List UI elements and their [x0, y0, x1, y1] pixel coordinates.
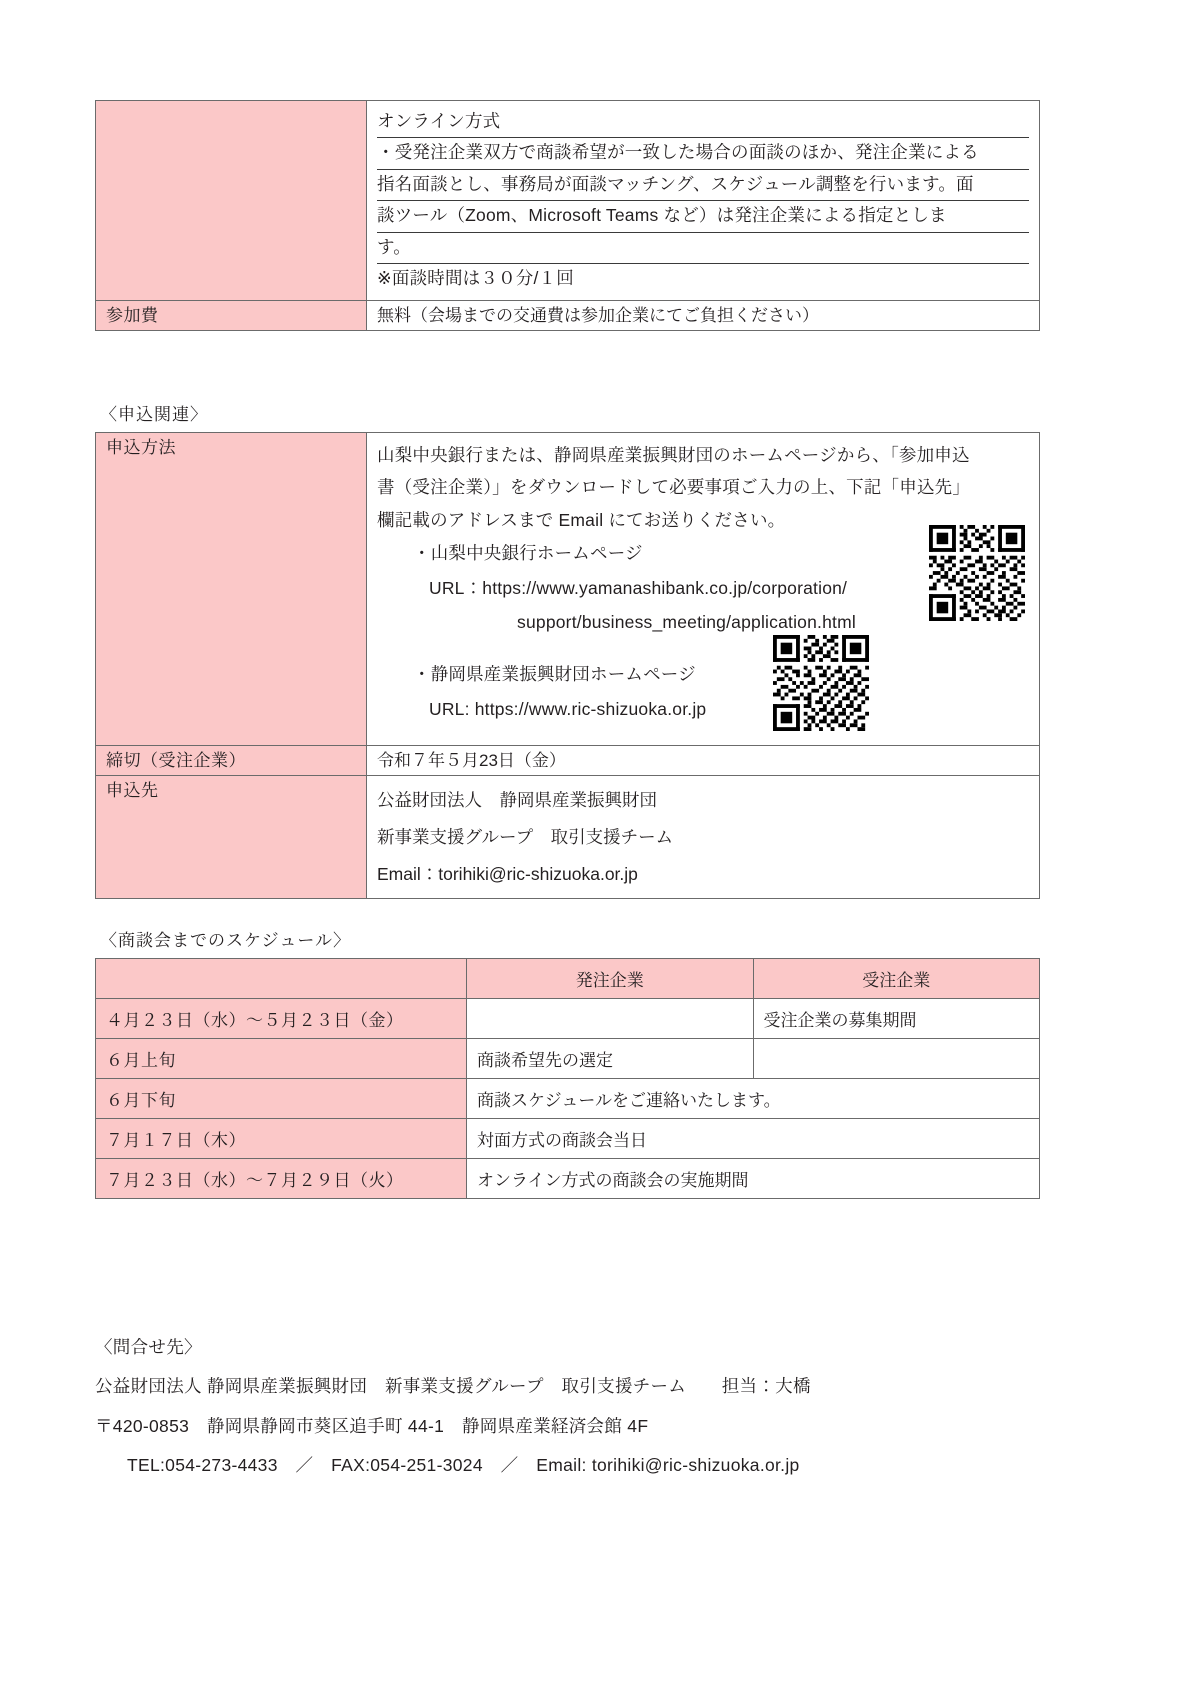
- footer-organization: 公益財団法人 静岡県産業振興財団 新事業支援グループ 取引支援チーム 担当：大橋: [95, 1376, 811, 1397]
- schedule-header-row: [96, 959, 1040, 999]
- deadline-value-cell: 令和７年５月23日（金）: [367, 746, 1040, 776]
- application-table-container: [95, 432, 1040, 899]
- conditions-table-container: [95, 100, 1040, 331]
- schedule-ordering-0: [467, 999, 754, 1039]
- footer-contact: TEL:054-273-4433 ／ FAX:054-251-3024 ／ Email: torihiki@ric-shizuoka.or.jp: [127, 1455, 800, 1476]
- table-row: [96, 1159, 1040, 1199]
- online-method-heading: オンライン方式: [377, 107, 1029, 138]
- qr-code-ric-shizuoka-icon: [773, 635, 869, 731]
- online-method-value-cell: [367, 101, 1040, 301]
- destination-value-cell: [367, 776, 1040, 899]
- table-row-fee: [96, 301, 1040, 331]
- schedule-receiving-0: 受注企業の募集期間: [753, 999, 1040, 1039]
- online-method-note: ※面談時間は３０分/１回: [377, 267, 574, 288]
- schedule-receiving-1: [753, 1039, 1040, 1079]
- schedule-header-ordering: 発注企業: [467, 959, 754, 999]
- destination-lines: [377, 782, 1029, 892]
- online-method-label-cell: [96, 101, 367, 301]
- schedule-date-0: ４月２３日（水）〜５月２３日（金）: [96, 999, 467, 1039]
- apply-section-caption: 〈申込関連〉: [100, 405, 208, 424]
- ric-homepage-bullet: ・静岡県産業振興財団ホームページ: [413, 664, 696, 685]
- schedule-header-receiving: 受注企業: [753, 959, 1040, 999]
- schedule-ordering-3: 対面方式の商談会当日: [467, 1119, 1040, 1159]
- table-row-online-method: [96, 101, 1040, 301]
- table-row: [96, 999, 1040, 1039]
- schedule-table: [95, 958, 1040, 1199]
- online-method-line-1: ・受発注企業双方で商談希望が一致した場合の面談のほか、発注企業による: [377, 138, 1029, 169]
- online-method-line-3: 談ツール（Zoom、Microsoft Teams など）は発注企業による指定としま: [377, 201, 1029, 232]
- table-row-destination: [96, 776, 1040, 899]
- apply-paragraph-line-2: 書（受注企業）」をダウンロードして必要事項ご入力の上、下記「申込先」: [377, 477, 971, 498]
- schedule-table-container: [95, 958, 1040, 1199]
- schedule-ordering-2: 商談スケジュールをご連絡いたします。: [467, 1079, 1040, 1119]
- schedule-ordering-1: 商談希望先の選定: [467, 1039, 754, 1079]
- online-method-line-4: す。: [377, 233, 1029, 264]
- ric-url-line: URL: https://www.ric-shizuoka.or.jp: [429, 699, 707, 720]
- footer-caption: 〈問合せ先〉: [95, 1337, 202, 1357]
- bank-homepage-bullet: ・山梨中央銀行ホームページ: [413, 543, 643, 564]
- footer-contact-block: [95, 1328, 1105, 1486]
- online-method-line-2: 指名面談とし、事務局が面談マッチング、スケジュール調整を行います。面: [377, 170, 1029, 201]
- fee-label-cell: 参加費: [96, 301, 367, 331]
- table-row: [96, 1119, 1040, 1159]
- apply-method-label-cell: 申込方法: [96, 433, 367, 746]
- destination-line-2: 新事業支援グループ 取引支援チーム: [377, 826, 674, 847]
- qr-code-yamanashi-bank-icon: [929, 525, 1025, 621]
- schedule-ordering-4: オンライン方式の商談会の実施期間: [467, 1159, 1040, 1199]
- table-row: [96, 1039, 1040, 1079]
- destination-email: Email：torihiki@ric-shizuoka.or.jp: [377, 863, 638, 884]
- table-row-apply-method: [96, 433, 1040, 746]
- destination-line-1: 公益財団法人 静岡県産業振興財団: [377, 790, 657, 810]
- online-method-text: [377, 107, 1029, 294]
- apply-paragraph-line-3: 欄記載のアドレスまで Email にてお送りください。: [377, 509, 786, 530]
- schedule-date-1: ６月上旬: [96, 1039, 467, 1079]
- table-row-deadline: [96, 746, 1040, 776]
- apply-spacer: [377, 639, 1029, 657]
- apply-method-inner: [377, 439, 1029, 739]
- bank-url-line-2: support/business_meeting/application.html: [517, 612, 856, 633]
- conditions-table: [95, 100, 1040, 331]
- application-table: [95, 432, 1040, 899]
- table-row: [96, 1079, 1040, 1119]
- schedule-section-caption: 〈商談会までのスケジュール〉: [100, 931, 351, 950]
- fee-value-cell: 無料（会場までの交通費は参加企業にてご負担ください）: [367, 301, 1040, 331]
- schedule-header-date: [96, 959, 467, 999]
- footer-address: 〒420-0853 静岡県静岡市葵区追手町 44-1 静岡県産業経済会館 4F: [95, 1415, 649, 1436]
- destination-label-cell: 申込先: [96, 776, 367, 899]
- schedule-date-2: ６月下旬: [96, 1079, 467, 1119]
- bank-url-line-1: URL：https://www.yamanashibank.co.jp/corporation/: [429, 578, 848, 599]
- schedule-date-3: ７月１７日（木）: [96, 1119, 467, 1159]
- apply-method-value-cell: [367, 433, 1040, 746]
- apply-paragraph-line-1: 山梨中央銀行または、静岡県産業振興財団のホームページから、「参加申込: [377, 445, 970, 465]
- schedule-date-4: ７月２３日（水）〜７月２９日（火）: [96, 1159, 467, 1199]
- deadline-label-cell: 締切（受注企業）: [96, 746, 367, 776]
